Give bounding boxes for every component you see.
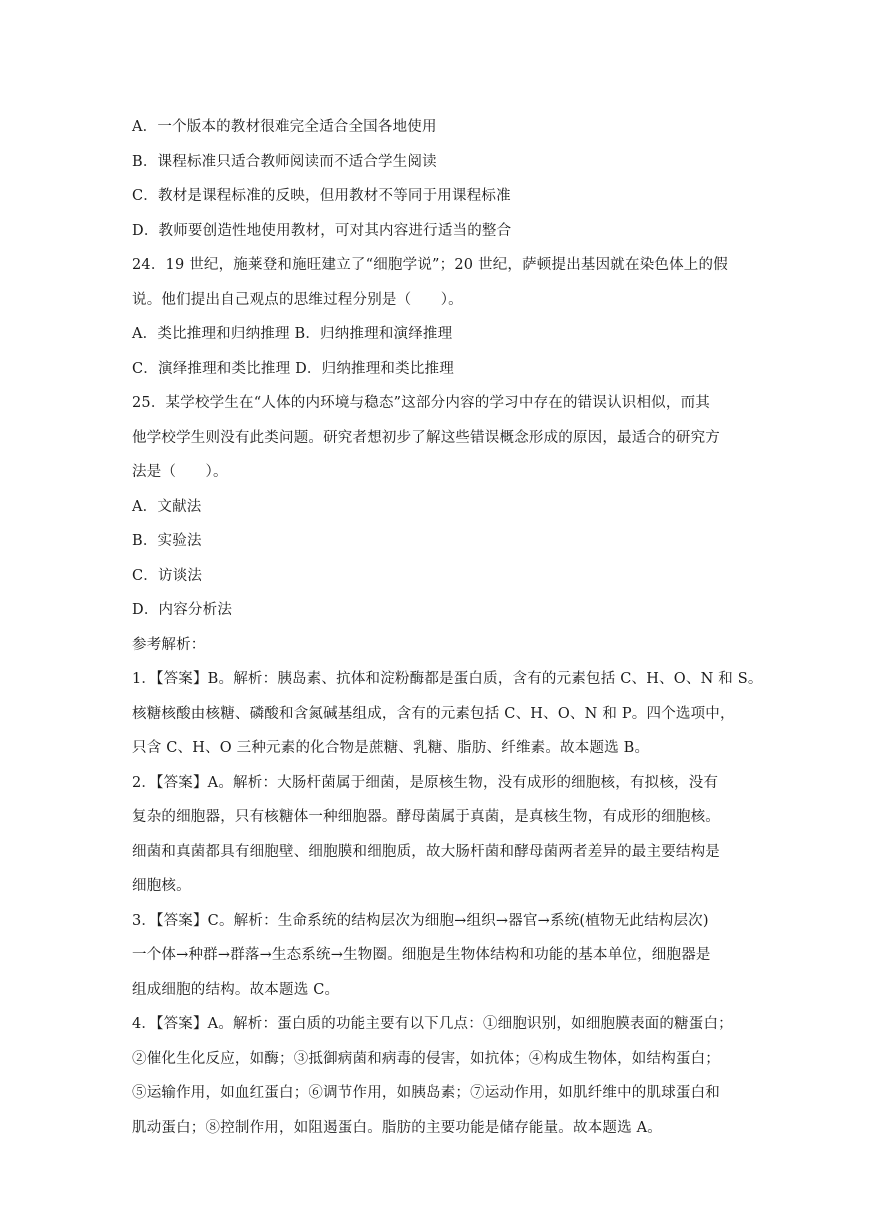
option-line: B．课程标准只适合教师阅读而不适合学生阅读 xyxy=(132,153,437,170)
answer-3 xyxy=(132,904,737,1008)
option-line: C．教材是课程标准的反映，但用教材不等同于用课程标准 xyxy=(132,188,511,204)
option-line: B．实验法 xyxy=(132,533,202,549)
answer-text-line: 2．【答案】A。解析：大肠杆菌属于细菌，是原核生物，没有成形的细胞核，有拟核，没有 xyxy=(132,774,719,791)
option-line: C．访谈法 xyxy=(132,567,203,584)
answer-text-line: 细胞核。 xyxy=(132,878,191,894)
answer-text-line: 肌动蛋白；⑧控制作用，如阻遏蛋白。脂肪的主要功能是储存能量。故本题选 A。 xyxy=(132,1119,662,1136)
answer-text-line: ⑤运输作用，如血红蛋白；⑥调节作用，如胰岛素；⑦运动作用，如肌纤维中的肌球蛋白和 xyxy=(132,1085,720,1101)
answer-text-line: 只含 C、H、O 三种元素的化合物是蔗糖、乳糖、脂肪、纤维素。故本题选 B。 xyxy=(132,740,650,756)
answer-4 xyxy=(132,1007,737,1145)
answer-1 xyxy=(132,662,763,766)
question-24 xyxy=(132,248,737,386)
q23-options xyxy=(132,110,737,248)
question-text-line: 法是（ ）。 xyxy=(132,464,228,480)
answer-text-line: 细菌和真菌都具有细胞壁、细胞膜和细胞质，故大肠杆菌和酵母菌两者差异的最主要结构是 xyxy=(132,843,720,860)
option-line: A．文献法 xyxy=(132,498,202,515)
answer-text-line: 3．【答案】C。解析：生命系统的结构层次为细胞→组织→器官→系统(植物无此结构层次) xyxy=(132,912,709,929)
answer-text-line: 一个体→种群→群落→生态系统→生物圈。细胞是生物体结构和功能的基本单位，细胞器是 xyxy=(132,947,711,963)
answer-text-line: 4．【答案】A。解析：蛋白质的功能主要有以下几点：①细胞识别，如细胞膜表面的糖蛋白； xyxy=(132,1016,733,1032)
answer-text-line: 核糖核酸由核糖、磷酸和含氮碱基组成，含有的元素包括 C、H、O、N 和 P。四个选项中， xyxy=(132,705,735,722)
question-text-line: 24．19 世纪，施莱登和施旺建立了“细胞学说”；20 世纪，萨顿提出基因就在染色体上的假 xyxy=(132,257,728,273)
answer-2 xyxy=(132,766,737,904)
answers-heading: 参考解析： xyxy=(132,636,206,653)
question-text-line: 说。他们提出自己观点的思维过程分别是（ ）。 xyxy=(132,291,463,308)
answer-text-line: ②催化生化反应，如酶；③抵御病菌和病毒的侵害，如抗体；④构成生物体，如结构蛋白； xyxy=(132,1050,720,1067)
option-line: A．类比推理和归纳推理 B．归纳推理和演绎推理 xyxy=(132,326,453,342)
option-line: D．教师要创造性地使用教材，可对其内容进行适当的整合 xyxy=(132,222,512,239)
answer-text-line: 组成细胞的结构。故本题选 C。 xyxy=(132,981,340,998)
option-line: D．内容分析法 xyxy=(132,602,233,618)
question-text-line: 25．某学校学生在“人体的内环境与稳态”这部分内容的学习中存在的错误认识相似，而其 xyxy=(132,395,710,411)
option-line: C．演绎推理和类比推理 D．归纳推理和类比推理 xyxy=(132,360,454,377)
question-25 xyxy=(132,386,737,628)
answer-text-line: 复杂的细胞器，只有核糖体一种细胞器。酵母菌属于真菌，是真核生物，有成形的细胞核。 xyxy=(132,809,720,825)
option-line: A．一个版本的教材很难完全适合全国各地使用 xyxy=(132,119,437,135)
question-text-line: 他学校学生则没有此类问题。研究者想初步了解这些错误概念形成的原因，最适合的研究方 xyxy=(132,429,720,446)
answer-text-line: 1．【答案】B。解析：胰岛素、抗体和淀粉酶都是蛋白质，含有的元素包括 C、H、O、N 和 S。 xyxy=(132,671,763,687)
